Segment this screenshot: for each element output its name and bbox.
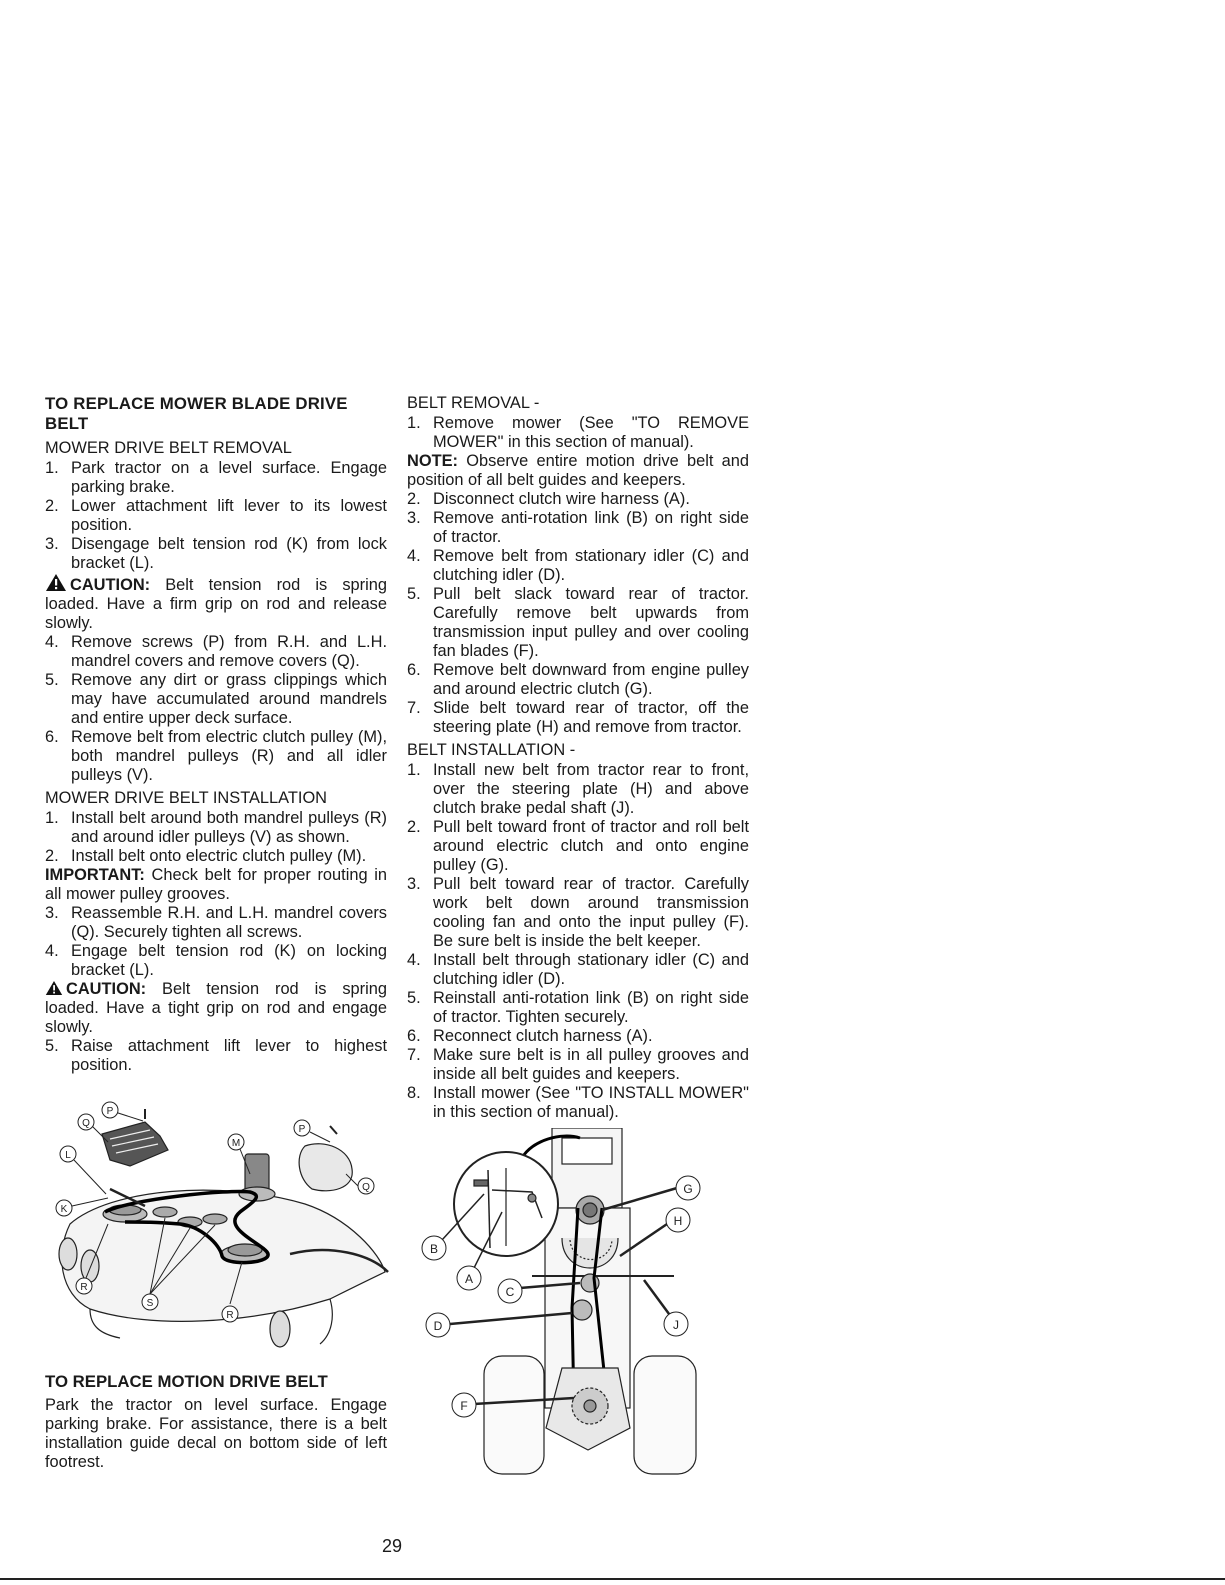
mower-installation-steps-a (45, 809, 387, 866)
page-number: 29 (382, 1536, 403, 1556)
warning-triangle-icon (45, 573, 67, 592)
caution-note-1 (45, 573, 387, 633)
callout-p-left: P (106, 1106, 114, 1117)
step-number: 7. (407, 1046, 421, 1064)
subheading-mower-belt-installation: MOWER DRIVE BELT INSTALLATION (45, 789, 328, 807)
important-note (45, 866, 387, 904)
callout-k: K (60, 1204, 68, 1215)
step-text: Engage belt tension rod (K) on locking bracket (L). (71, 942, 387, 979)
step-item (407, 490, 749, 509)
step-item (407, 414, 749, 452)
step-item (45, 671, 387, 728)
step-item (45, 535, 387, 573)
mower-installation-steps-b (45, 904, 387, 980)
step-number: 1. (45, 459, 59, 477)
mower-deck-diagram (50, 1094, 390, 1356)
belt-installation-steps (407, 761, 749, 1122)
step-number: 4. (45, 633, 59, 651)
motion-drive-paragraph: Park the tractor on level surface. Engage parking brake. For assistance, there is a belt installation guide decal on bottom side of left footrest. (45, 1396, 387, 1471)
subheading-mower-belt-removal: MOWER DRIVE BELT REMOVAL (45, 439, 292, 457)
step-number: 6. (407, 1027, 421, 1045)
callout-f: F (460, 1399, 468, 1413)
step-item (45, 1037, 387, 1075)
caution-note-2 (45, 980, 387, 1037)
callout-g: G (683, 1182, 693, 1196)
step-number: 4. (407, 547, 421, 565)
note-text: Observe entire motion drive belt and position of all belt guides and keepers. (407, 452, 749, 489)
step-item (45, 809, 387, 847)
subheading-belt-installation: BELT INSTALLATION - (407, 741, 576, 759)
step-number: 3. (407, 509, 421, 527)
step-item (407, 547, 749, 585)
step-item (45, 942, 387, 980)
callout-b: B (429, 1242, 439, 1256)
belt-removal-steps-a (407, 414, 749, 452)
step-number: 2. (407, 818, 421, 836)
step-item (45, 904, 387, 942)
step-item (407, 951, 749, 989)
step-number: 3. (45, 904, 59, 922)
mower-removal-steps-a (45, 459, 387, 573)
step-text: Remove screws (P) from R.H. and L.H. mandrel covers and remove covers (Q). (71, 633, 387, 670)
step-item (45, 497, 387, 535)
callout-h: H (673, 1214, 683, 1228)
step-number: 8. (407, 1084, 421, 1102)
step-text: Install new belt from tractor rear to front, over the steering plate (H) and above clutch brake pedal shaft (J). (433, 761, 749, 817)
step-text: Make sure belt is in all pulley grooves and inside all belt guides and keepers. (433, 1046, 749, 1083)
callout-a: A (464, 1272, 474, 1286)
important-text: Check belt for proper routing in all mower pulley grooves. (45, 866, 387, 903)
caution-label: CAUTION: (70, 576, 151, 594)
callout-m: M (231, 1138, 241, 1149)
step-text: Reinstall anti-rotation link (B) on right side of tractor. Tighten securely. (433, 989, 749, 1026)
right-column (407, 394, 749, 1122)
caution-text: Belt tension rod is spring loaded. Have a firm grip on rod and release slowly. (45, 576, 387, 632)
mower-installation-steps-c (45, 1037, 387, 1075)
step-number: 2. (45, 847, 59, 865)
step-number: 5. (45, 1037, 59, 1055)
step-text: Remove mower (See "TO REMOVE MOWER" in this section of manual). (433, 414, 749, 451)
caution-text: Belt tension rod is spring loaded. Have a tight grip on rod and engage slowly. (45, 980, 387, 1036)
callout-j: J (673, 1318, 679, 1332)
step-number: 1. (407, 414, 421, 432)
mower-removal-steps-b (45, 633, 387, 785)
note-label: NOTE: (407, 452, 458, 470)
step-number: 1. (407, 761, 421, 779)
step-text: Lower attachment lift lever to its lowest position. (71, 497, 387, 534)
step-number: 5. (407, 989, 421, 1007)
section-title-mower-blade-belt: TO REPLACE MOWER BLADE DRIVE BELT (45, 394, 348, 433)
step-number: 3. (45, 535, 59, 553)
step-number: 6. (45, 728, 59, 746)
step-item (45, 728, 387, 785)
step-item (407, 1046, 749, 1084)
step-item (45, 633, 387, 671)
callout-c: C (505, 1285, 515, 1299)
step-text: Pull belt slack toward rear of tractor. Carefully remove belt upwards from transmission input pulley and over cooling fan blades (F). (433, 585, 749, 660)
step-number: 7. (407, 699, 421, 717)
step-item (407, 1084, 749, 1122)
subheading-belt-removal: BELT REMOVAL - (407, 394, 540, 412)
step-item (407, 699, 749, 737)
step-text: Remove any dirt or grass clippings which may have accumulated around mandrels and entire upper deck surface. (71, 671, 387, 727)
step-text: Pull belt toward rear of tractor. Carefully work belt down around transmission cooling fan and onto the input pulley (F). Be sure belt is inside the belt keeper. (433, 875, 749, 950)
step-item (407, 989, 749, 1027)
step-text: Remove belt from stationary idler (C) and clutching idler (D). (433, 547, 749, 584)
step-text: Disconnect clutch wire harness (A). (433, 490, 690, 508)
callout-q-left: Q (82, 1118, 90, 1129)
step-text: Install mower (See "TO INSTALL MOWER" in this section of manual). (433, 1084, 749, 1121)
step-number: 4. (45, 942, 59, 960)
step-text: Raise attachment lift lever to highest position. (71, 1037, 387, 1074)
step-item (407, 661, 749, 699)
step-text: Park tractor on a level surface. Engage parking brake. (71, 459, 387, 496)
step-text: Reconnect clutch harness (A). (433, 1027, 653, 1045)
step-number: 1. (45, 809, 59, 827)
left-column (45, 394, 387, 1075)
caution-label: CAUTION: (66, 980, 147, 998)
step-item (407, 585, 749, 661)
callout-r-right: R (226, 1310, 234, 1321)
callout-s: S (146, 1298, 154, 1309)
note-paragraph (407, 452, 749, 490)
step-number: 5. (407, 585, 421, 603)
step-number: 6. (407, 661, 421, 679)
step-text: Pull belt toward front of tractor and roll belt around electric clutch and onto engine pulley (G). (433, 818, 749, 874)
step-number: 3. (407, 875, 421, 893)
belt-removal-steps-b (407, 490, 749, 737)
step-text: Install belt through stationary idler (C) and clutching idler (D). (433, 951, 749, 988)
step-number: 4. (407, 951, 421, 969)
callout-l: L (65, 1150, 71, 1161)
step-item (407, 875, 749, 951)
step-text: Reassemble R.H. and L.H. mandrel covers (Q). Securely tighten all screws. (71, 904, 387, 941)
important-label: IMPORTANT: (45, 866, 145, 884)
step-text: Install belt onto electric clutch pulley (M). (71, 847, 367, 865)
tractor-belt-routing-diagram (412, 1128, 708, 1478)
step-text: Slide belt toward rear of tractor, off the steering plate (H) and remove from tractor. (433, 699, 749, 736)
callout-p-right: P (298, 1124, 306, 1135)
step-item (407, 509, 749, 547)
step-number: 2. (407, 490, 421, 508)
page-bottom-rule (0, 1578, 1225, 1580)
section-title-motion-drive-belt: TO REPLACE MOTION DRIVE BELT (45, 1372, 328, 1391)
step-text: Remove belt from electric clutch pulley (M), both mandrel pulleys (R) and all idler pulleys (V). (71, 728, 387, 784)
step-item (407, 761, 749, 818)
step-item (407, 1027, 749, 1046)
step-text: Disengage belt tension rod (K) from lock bracket (L). (71, 535, 387, 572)
warning-triangle-icon (45, 980, 63, 996)
step-text: Remove anti-rotation link (B) on right side of tractor. (433, 509, 749, 546)
step-number: 5. (45, 671, 59, 689)
step-item (45, 459, 387, 497)
step-text: Remove belt downward from engine pulley and around electric clutch (G). (433, 661, 749, 698)
step-text: Install belt around both mandrel pulleys (R) and around idler pulleys (V) as shown. (71, 809, 387, 846)
step-item (407, 818, 749, 875)
step-item (45, 847, 387, 866)
callout-r-left: R (80, 1282, 88, 1293)
step-number: 2. (45, 497, 59, 515)
callout-d: D (433, 1319, 443, 1333)
callout-q-right: Q (362, 1182, 370, 1193)
